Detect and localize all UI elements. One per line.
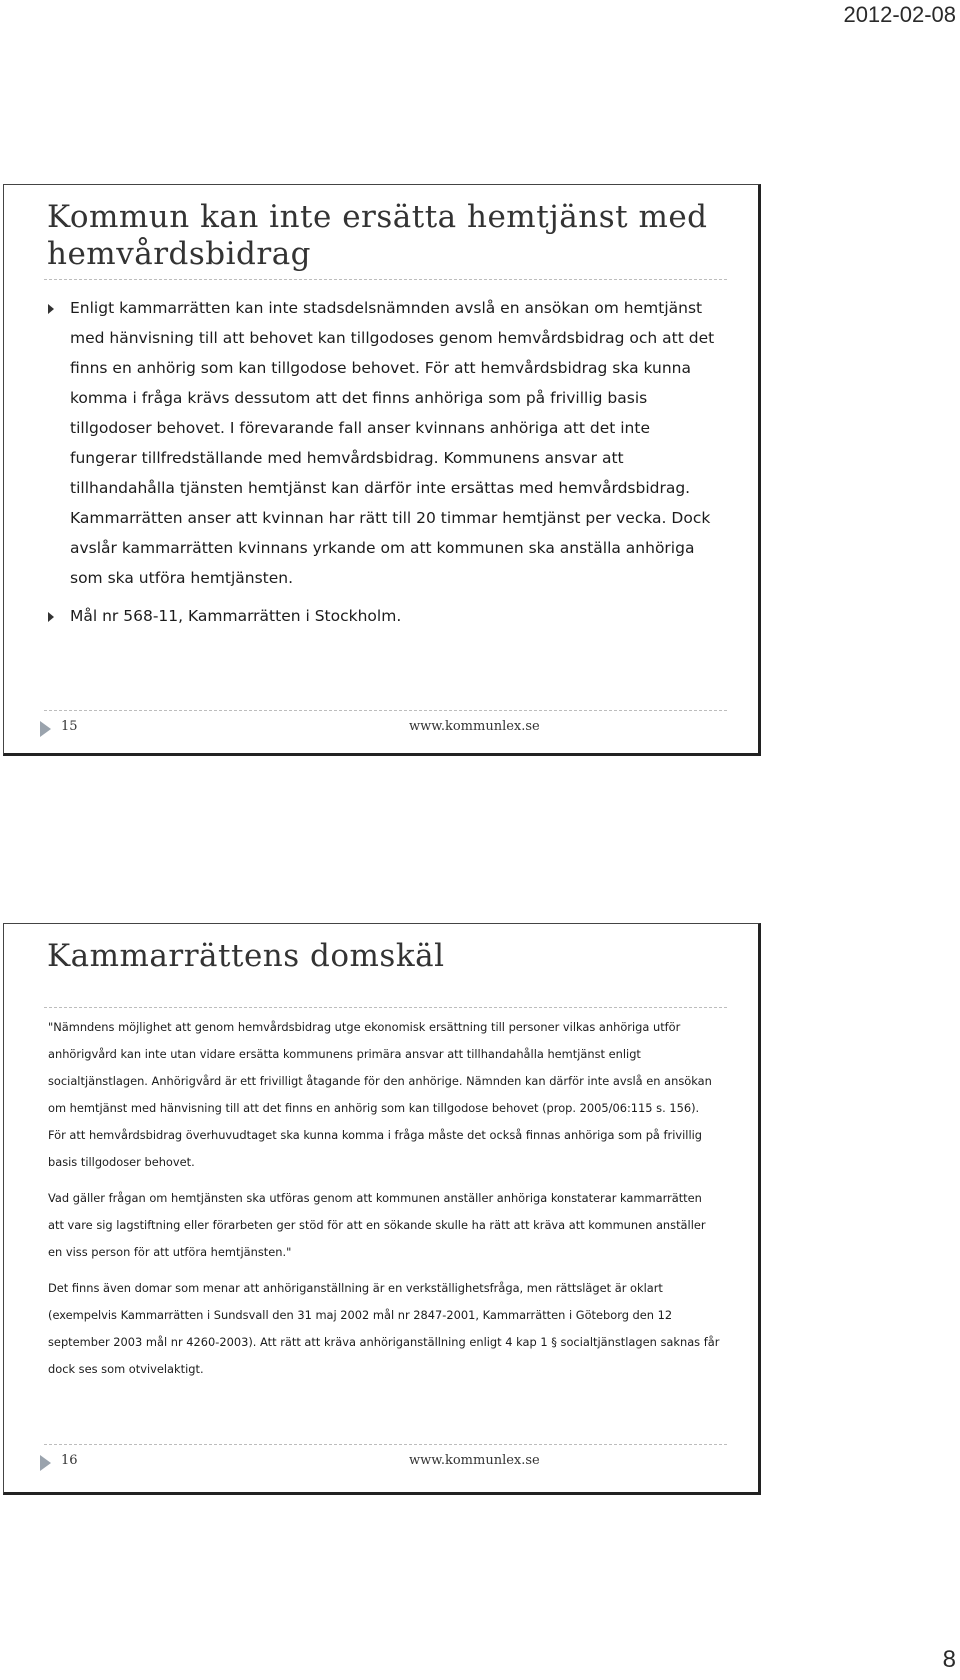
slide-title: Kammarrättens domskäl <box>47 938 445 974</box>
bullet-text: Enligt kammarrätten kan inte stadsdelsnämnden avslå en ansökan om hemtjänst med hänvisning till att behovet kan tillgodoses genom hemvårdsbidrag och att det finns en anhörig som kan tillgodose behovet. För att hemvårdsbidrag ska kunna komma i fråga krävs dessutom att det finns anhöriga som på frivillig basis tillgodoser behovet. I förevarande fall anser kvinnans anhöriga att det inte fungerar tillfredställande med hemvårdsbidrag. Kommunens ansvar att tillhandahålla tjänsten hemtjänst kan därför inte ersättas med hemvårdsbidrag. Kammarrätten anser att kvinnan har rätt till 20 timmar hemtjänst per vecka. Dock avslår kammarrätten kvinnans yrkande om att kommunen ska anställa anhöriga som ska utföra hemtjänsten. <box>70 299 715 587</box>
body-paragraph: Vad gäller frågan om hemtjänsten ska utföras genom att kommunen anställer anhöriga konstaterar kammarrätten att vare sig lagstiftning eller förarbeten ger stöd för att en sökande skulle ha rätt att kräva att kommunen anställer en viss person för att utföra hemtjänsten." <box>48 1191 706 1259</box>
bullet-text: Mål nr 568-11, Kammarrätten i Stockholm. <box>70 607 402 625</box>
slide-16 <box>3 923 761 1495</box>
body-paragraph: "Nämndens möjlighet att genom hemvårdsbidrag utge ekonomisk ersättning till personer vilkas anhöriga utför anhörigvård kan inte utan vidare ersätta kommunens primära ansvar att tillhandahålla hemtjänst enligt socialtjänstlagen. Anhörigvård är ett frivilligt åtagande för den anhörige. Nämnden kan därför inte avslå en ansökan om hemtjänst med hänvisning till att det finns en anhörig som kan tillgodose behovet (prop. 2005/06:115 s. 156). För att hemvårdsbidrag överhuvudtaget ska kunna komma i fråga måste det också finnas anhöriga som på frivillig basis tillgodoser behovet. <box>48 1020 712 1169</box>
footer-arrow-icon <box>40 1455 51 1471</box>
bullet-item <box>48 601 718 631</box>
page-number: 8 <box>942 1646 956 1673</box>
slide-footer <box>4 708 758 748</box>
bullet-arrow-icon <box>48 304 54 314</box>
footer-website: www.kommunlex.se <box>409 1453 540 1468</box>
footer-divider <box>44 1444 727 1445</box>
slide-footer <box>4 1442 758 1482</box>
slide-body <box>48 1014 720 1392</box>
footer-divider <box>44 710 727 711</box>
bullet-arrow-icon <box>48 612 54 622</box>
footer-website: www.kommunlex.se <box>409 719 540 734</box>
bullet-item <box>48 293 718 593</box>
slide-title: Kommun kan inte ersätta hemtjänst med hemvårdsbidrag <box>47 199 708 272</box>
title-divider <box>44 1007 727 1008</box>
slide-15 <box>3 184 761 756</box>
page-date: 2012-02-08 <box>843 2 956 27</box>
footer-arrow-icon <box>40 721 51 737</box>
slide-number: 15 <box>61 719 78 734</box>
body-paragraph: Det finns även domar som menar att anhöriganställning är en verkställighetsfråga, men rättsläget är oklart (exempelvis Kammarrätten i Sundsvall den 31 maj 2002 mål nr 2847-2001, Kammarrätten i Göteborg den 12 september 2003 mål nr 4260-2003). Att rätt att kräva anhöriganställning enligt 4 kap 1 § socialtjänstlagen saknas får dock ses som otvivelaktigt. <box>48 1281 720 1376</box>
slide-number: 16 <box>61 1453 78 1468</box>
title-divider <box>44 279 727 280</box>
bullet-list <box>48 293 718 631</box>
